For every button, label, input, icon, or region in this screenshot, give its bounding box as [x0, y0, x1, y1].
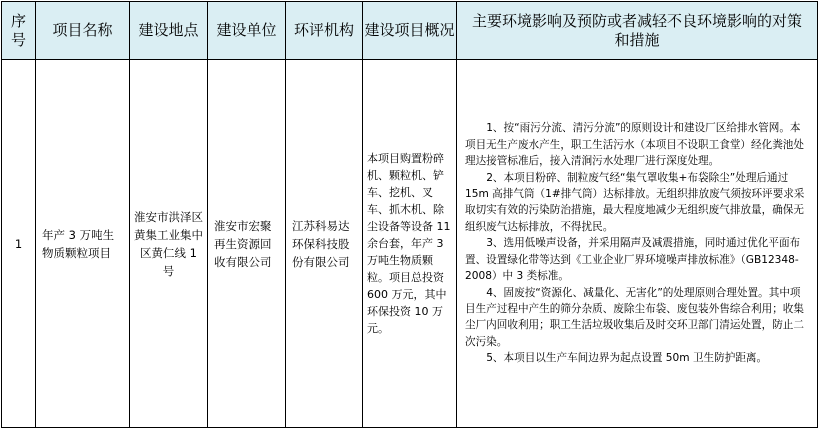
header-row — [2, 2, 818, 60]
measure-item: 2、本项目粉碎、制粒废气经“集气罩收集+布袋除尘”处理后通过 15m 高排气筒（1#排气筒）达标排放。无组织排放废气须按环评要求采取切实有效的污染防治措施，最大程度地减少无组织废气排放量，确保无组织废气达标排放，不得扰民。 — [465, 171, 805, 233]
measure-item: 1、按“雨污分流、清污分流”的原则设计和建设厂区给排水管网。本项目无生产废水产生，职工生活污水（本项目不设职工食堂）经化粪池处理达接管标准后，接入清涧污水处理厂进行深度处理。 — [465, 122, 804, 168]
measure-item: 4、固废按“资源化、减量化、无害化”的处理原则合理处置。其中项目生产过程中产生的筛分杂质、废除尘布袋、废包装外售综合利用；收集尘厂内回收利用；职工生活垃圾收集后及时交环卫部门清运处置，防止二次污染。 — [465, 286, 804, 348]
measure-item: 5、本项目以生产车间边界为起点设置 50m 卫生防护距离。 — [486, 352, 768, 365]
cell-eia-agency: 江苏科易达环保科技股份有限公司 — [286, 60, 363, 428]
header-seq: 序号 — [2, 2, 36, 60]
cell-measures — [457, 60, 818, 428]
measure-item: 3、选用低噪声设备，并采用隔声及减震措施，同时通过优化平面布置、设置绿化带等达到《工业企业厂界环境噪声排放标准》（GB12348-2008）中 3 类标准。 — [465, 237, 801, 283]
header-eia-agency: 环评机构 — [286, 2, 363, 60]
cell-project-name: 年产 3 万吨生物质颗粒项目 — [36, 60, 130, 428]
header-construction-unit: 建设单位 — [208, 2, 286, 60]
cell-construction-unit: 淮安市宏聚再生资源回收有限公司 — [208, 60, 286, 428]
header-project-name: 项目名称 — [36, 2, 130, 60]
header-measures: 主要环境影响及预防或者减轻不良环境影响的对策和措施 — [457, 2, 818, 60]
cell-location: 淮安市洪泽区黄集工业集中区黄仁线 1 号 — [130, 60, 208, 428]
header-project-overview: 建设项目概况 — [363, 2, 457, 60]
eia-approval-table — [1, 1, 818, 428]
header-location: 建设地点 — [130, 2, 208, 60]
cell-seq: 1 — [2, 60, 36, 428]
table-row — [2, 60, 818, 428]
cell-project-overview: 本项目购置粉碎机、颗粒机、铲车、挖机、叉车、抓木机、除尘设备等设备 11 余台套，年产 3 万吨生物质颗粒。项目总投资 600 万元，其中环保投资 10 万元。 — [363, 60, 457, 428]
